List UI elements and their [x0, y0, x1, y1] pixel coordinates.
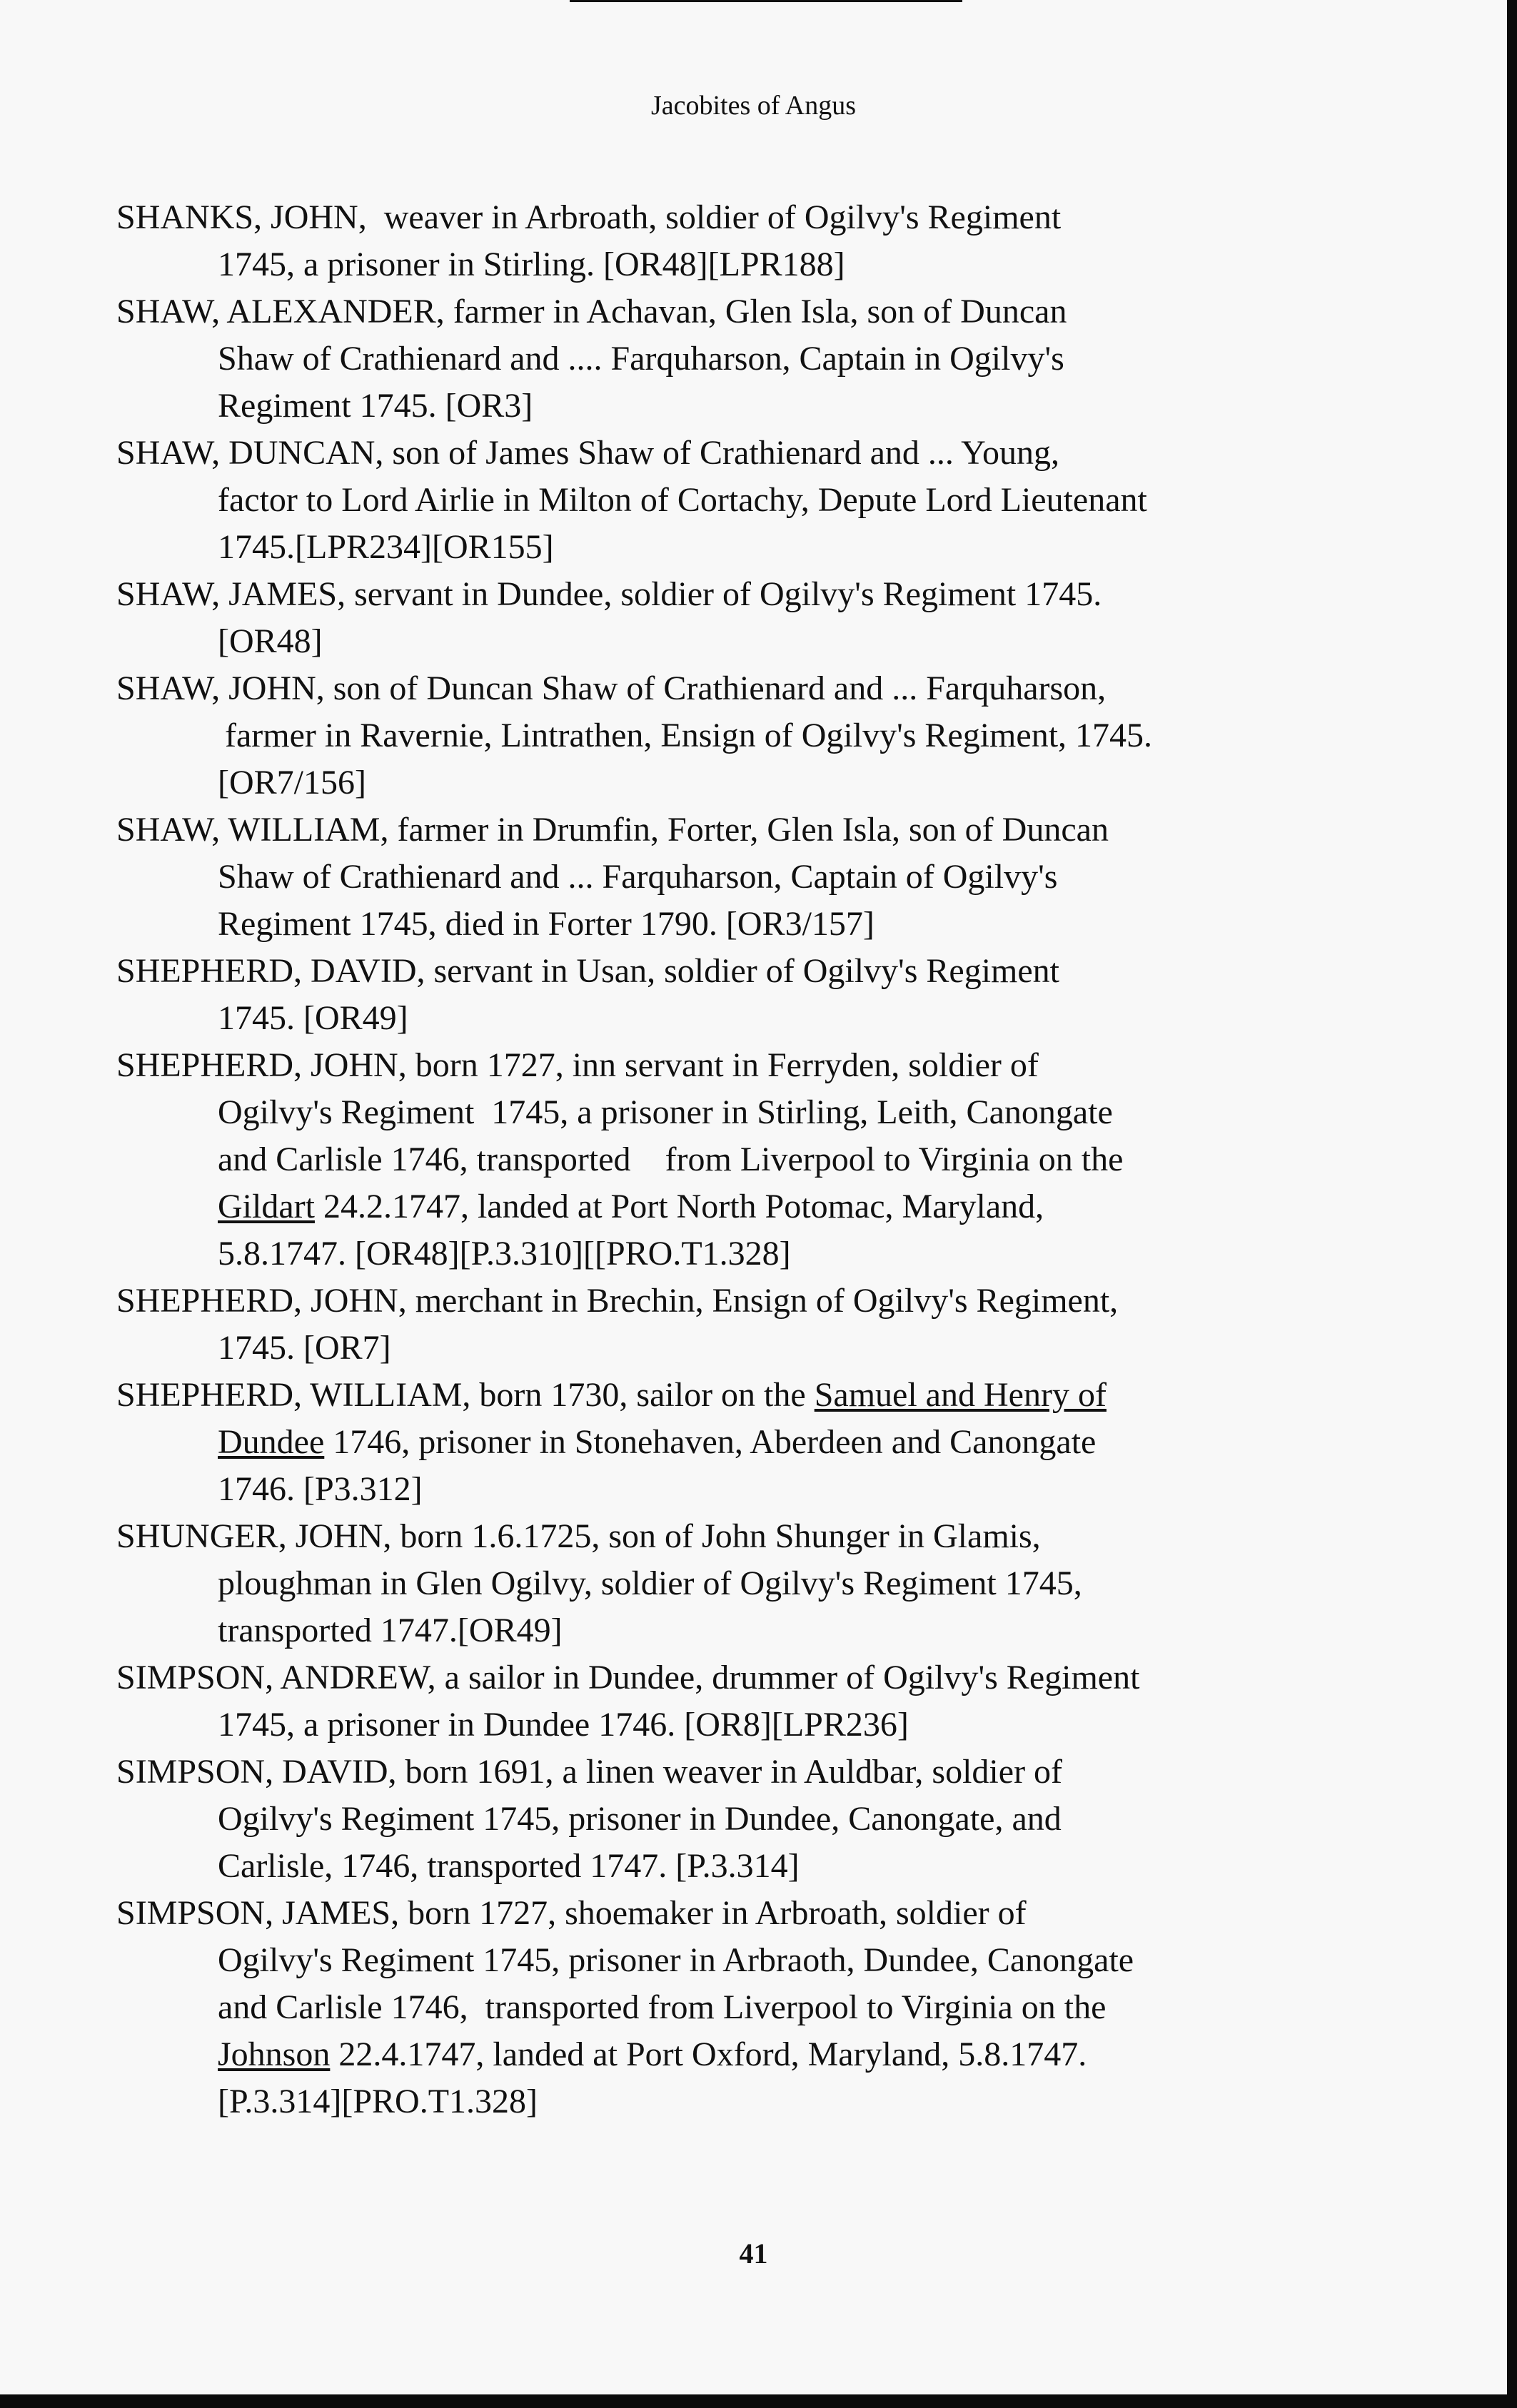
entry-text: Regiment 1745, died in Forter 1790. [OR3/157]	[218, 905, 875, 943]
entry-continuation-line	[116, 477, 1330, 524]
entry-text: SHANKS, JOHN, weaver in Arbroath, soldier of Ogilvy's Regiment	[116, 198, 1062, 236]
entry-continuation-line	[116, 854, 1330, 901]
entry-continuation-line	[116, 1230, 1330, 1278]
entry	[116, 665, 1330, 806]
entry-continuation-line	[116, 995, 1330, 1042]
entry-text: [OR48]	[218, 622, 323, 660]
entry-headline	[116, 430, 1330, 477]
entry-text: [OR7/156]	[218, 764, 366, 801]
scan-border-right	[1507, 0, 1517, 2408]
entry-text: 24.2.1747, landed at Port North Potomac, Maryland,	[314, 1188, 1044, 1225]
entry-text: 1745. [OR7]	[218, 1329, 391, 1367]
entry-text: SHAW, ALEXANDER, farmer in Achavan, Glen Isla, son of Duncan	[116, 293, 1067, 330]
entry-text: factor to Lord Airlie in Milton of Cortachy, Depute Lord Lieutenant	[218, 481, 1147, 519]
entry-headline	[116, 288, 1330, 335]
entry-text: transported 1747.[OR49]	[218, 1612, 563, 1649]
entry-text: 1745, a prisoner in Dundee 1746. [OR8][LPR236]	[218, 1706, 909, 1744]
entry-continuation-line	[116, 618, 1330, 665]
entry-text: farmer in Ravernie, Lintrathen, Ensign of Ogilvy's Regiment, 1745.	[225, 717, 1153, 754]
entry-headline	[116, 1890, 1330, 1937]
entry-continuation-line	[116, 1701, 1330, 1749]
entry-headline	[116, 571, 1330, 618]
entry	[116, 1042, 1330, 1278]
entry-text: SIMPSON, ANDREW, a sailor in Dundee, drummer of Ogilvy's Regiment	[116, 1659, 1140, 1696]
entry-text: Shaw of Crathienard and ... Farquharson, Captain of Ogilvy's	[218, 858, 1058, 896]
entry-text: 1746. [P3.312]	[218, 1470, 423, 1508]
entry-text: 22.4.1747, landed at Port Oxford, Maryland, 5.8.1747.	[330, 2035, 1087, 2073]
entry-text: SIMPSON, JAMES, born 1727, shoemaker in Arbroath, soldier of	[116, 1894, 1027, 1932]
ship-name: Dundee	[218, 1423, 325, 1461]
entry	[116, 194, 1330, 288]
entry-continuation-line	[116, 1843, 1330, 1890]
entry	[116, 1749, 1330, 1890]
entry-text: ploughman in Glen Ogilvy, soldier of Ogilvy's Regiment 1745,	[218, 1564, 1082, 1602]
entry-headline	[116, 194, 1330, 241]
entry-text: and Carlisle 1746, transported from Liverpool to Virginia on the	[218, 1140, 1124, 1178]
entry-text: SHEPHERD, WILLIAM, born 1730, sailor on the	[116, 1376, 815, 1414]
ship-name: Gildart	[218, 1188, 315, 1225]
entry-continuation-line	[116, 2078, 1330, 2125]
entry	[116, 1372, 1330, 1513]
entry-continuation-line	[116, 1136, 1330, 1183]
top-rule-right	[812, 0, 962, 2]
entry	[116, 571, 1330, 665]
entry-headline	[116, 1278, 1330, 1325]
entry-continuation-line	[116, 1419, 1330, 1466]
running-head: Jacobites of Angus	[650, 91, 857, 121]
entry-continuation-line	[116, 1607, 1330, 1654]
entry-text: Regiment 1745. [OR3]	[218, 387, 533, 425]
entry-continuation-line	[116, 524, 1330, 571]
entry-text: SHAW, JOHN, son of Duncan Shaw of Crathienard and ... Farquharson,	[116, 669, 1107, 707]
entry-headline	[116, 806, 1330, 854]
entry-headline	[116, 1372, 1330, 1419]
entry	[116, 1278, 1330, 1372]
entry-text: [P.3.314][PRO.T1.328]	[218, 2083, 538, 2120]
entry-text: 1745.[LPR234][OR155]	[218, 528, 554, 566]
entry-list	[116, 194, 1330, 2125]
entry-text: SHAW, WILLIAM, farmer in Drumfin, Forter, Glen Isla, son of Duncan	[116, 811, 1109, 849]
ship-name: Johnson	[218, 2035, 331, 2073]
entry-continuation-line	[116, 1325, 1330, 1372]
entry-headline	[116, 1749, 1330, 1796]
entry-continuation-line	[116, 1183, 1330, 1230]
entry-continuation-line	[116, 1796, 1330, 1843]
entry-text: 1745. [OR49]	[218, 999, 408, 1037]
entry-headline	[116, 948, 1330, 995]
entry-text: SHAW, DUNCAN, son of James Shaw of Crathienard and ... Young,	[116, 434, 1059, 472]
entry-continuation-line	[116, 1089, 1330, 1136]
scan-border-bottom	[0, 2394, 1517, 2408]
entry-continuation-line	[116, 1937, 1330, 1984]
entry-text: 5.8.1747. [OR48][P.3.310][[PRO.T1.328]	[218, 1235, 791, 1273]
entry	[116, 288, 1330, 430]
entry-text: and Carlisle 1746, transported from Liverpool to Virginia on the	[218, 1988, 1107, 2026]
entry-headline	[116, 665, 1330, 712]
entry-continuation-line	[116, 759, 1330, 806]
page-number: 41	[739, 2237, 768, 2270]
entry	[116, 430, 1330, 571]
entry-text: SHEPHERD, JOHN, born 1727, inn servant in Ferryden, soldier of	[116, 1046, 1039, 1084]
entry-continuation-line	[116, 712, 1330, 759]
entry-text: SHEPHERD, JOHN, merchant in Brechin, Ensign of Ogilvy's Regiment,	[116, 1282, 1119, 1320]
entry-text: SHAW, JAMES, servant in Dundee, soldier of Ogilvy's Regiment 1745.	[116, 575, 1102, 613]
entry-text: 1746, prisoner in Stonehaven, Aberdeen and Canongate	[324, 1423, 1097, 1461]
entry	[116, 948, 1330, 1042]
entry	[116, 806, 1330, 948]
entry-text: SIMPSON, DAVID, born 1691, a linen weaver in Auldbar, soldier of	[116, 1753, 1063, 1791]
entry-continuation-line	[116, 901, 1330, 948]
entry-text: Ogilvy's Regiment 1745, a prisoner in Stirling, Leith, Canongate	[218, 1093, 1113, 1131]
entry-text: 1745, a prisoner in Stirling. [OR48][LPR188]	[218, 246, 845, 283]
ship-name: Samuel and Henry of	[814, 1376, 1107, 1414]
entry	[116, 1890, 1330, 2125]
entry-continuation-line	[116, 1984, 1330, 2031]
entry-headline	[116, 1042, 1330, 1089]
entry-text: SHUNGER, JOHN, born 1.6.1725, son of John Shunger in Glamis,	[116, 1517, 1041, 1555]
entry-continuation-line	[116, 335, 1330, 383]
entry	[116, 1513, 1330, 1654]
entry-text: Shaw of Crathienard and .... Farquharson, Captain in Ogilvy's	[218, 340, 1064, 378]
entry-continuation-line	[116, 2031, 1330, 2078]
entry-text: Ogilvy's Regiment 1745, prisoner in Arbraoth, Dundee, Canongate	[218, 1941, 1134, 1979]
entry-continuation-line	[116, 241, 1330, 288]
entry-text: Carlisle, 1746, transported 1747. [P.3.314]	[218, 1847, 800, 1885]
entry-continuation-line	[116, 1466, 1330, 1513]
entry	[116, 1654, 1330, 1749]
entry-text: Ogilvy's Regiment 1745, prisoner in Dundee, Canongate, and	[218, 1800, 1062, 1838]
entry-text: SHEPHERD, DAVID, servant in Usan, soldier of Ogilvy's Regiment	[116, 952, 1060, 990]
entry-headline	[116, 1513, 1330, 1560]
entry-continuation-line	[116, 1560, 1330, 1607]
entry-headline	[116, 1654, 1330, 1701]
entry-continuation-line	[116, 383, 1330, 430]
